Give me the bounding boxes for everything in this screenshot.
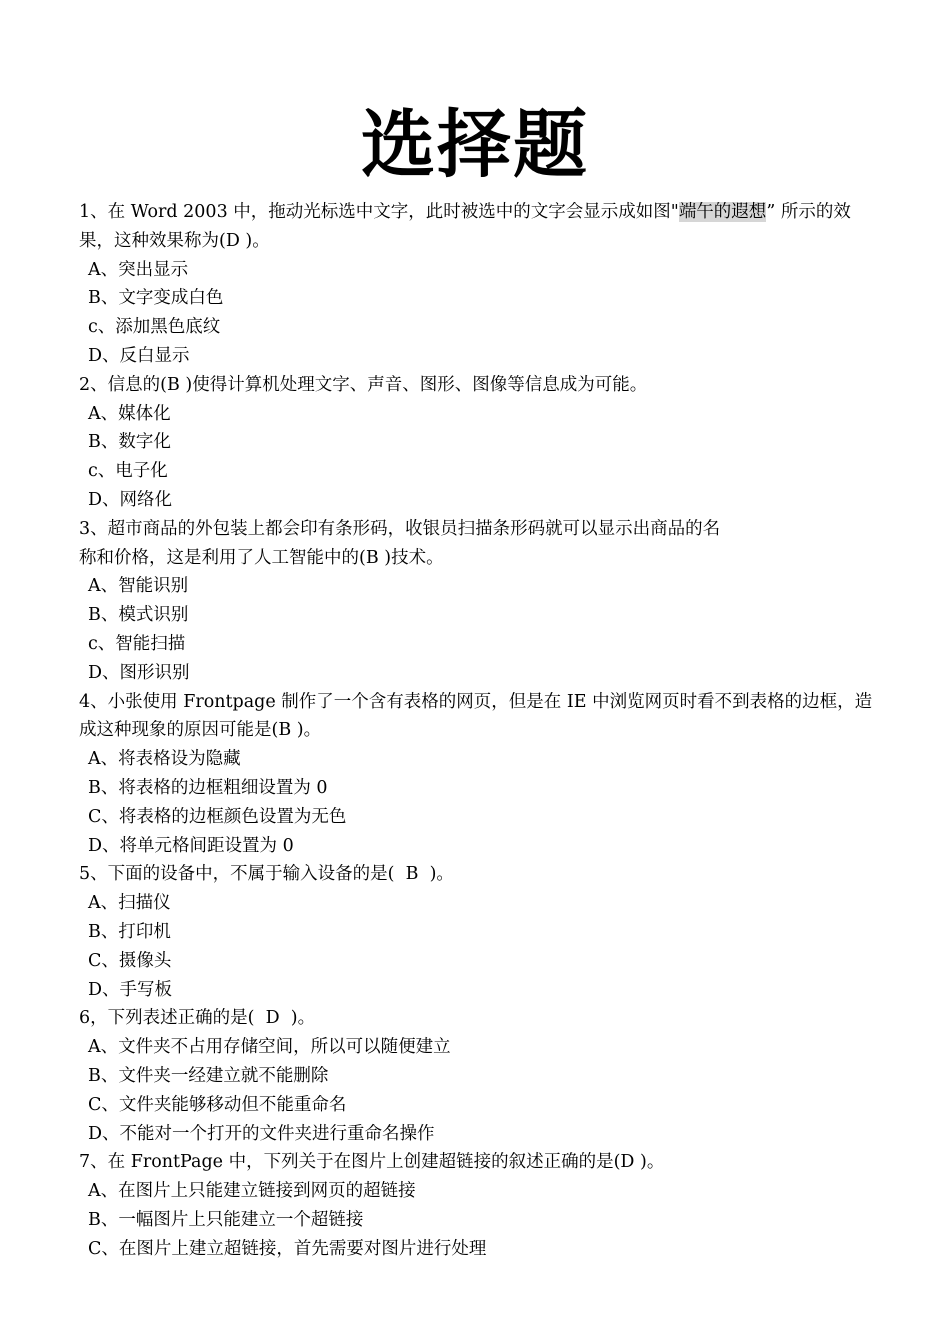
question-3	[79, 515, 874, 688]
question-5-option-b: B、打印机	[88, 921, 171, 942]
question-2-option-a: A、媒体化	[88, 403, 171, 424]
question-6-text: 6，下列表述正确的是( D )。	[79, 1008, 316, 1029]
question-3-option-a: A、智能识别	[88, 576, 189, 597]
question-1-text	[79, 198, 874, 256]
question-6	[79, 1004, 874, 1148]
question-3-option-b: B、模式识别	[88, 605, 189, 626]
question-5	[79, 860, 874, 1004]
question-5-option-a: A、扫描仪	[88, 893, 171, 914]
question-5-option-d: D、手写板	[88, 979, 173, 1000]
highlighted-sample-text: 端午的遐想	[678, 202, 767, 222]
question-7-option-a: A、在图片上只能建立链接到网页的超链接	[88, 1181, 416, 1202]
question-4-option-a: A、将表格设为隐藏	[88, 749, 241, 770]
question-2-text: 2、信息的(B )使得计算机处理文字、声音、图形、图像等信息成为可能。	[79, 374, 648, 395]
question-1-option-b: B、文字变成白色	[88, 288, 224, 309]
question-7-option-b: B、一幅图片上只能建立一个超链接	[88, 1209, 364, 1230]
question-4-text: 4、小张使用 Frontpage 制作了一个含有表格的网页，但是在 IE 中浏览网页时看不到表格的边框，造成这种现象的原因可能是(B )。	[79, 691, 873, 741]
question-3-line-1: 3、超市商品的外包装上都会印有条形码，收银员扫描条形码就可以显示出商品的名	[79, 518, 721, 539]
question-7-text: 7、在 FrontPage 中，下列关于在图片上创建超链接的叙述正确的是(D )。	[79, 1152, 665, 1173]
question-4-option-b: B、将表格的边框粗细设置为 0	[88, 777, 328, 798]
question-4	[79, 688, 874, 861]
question-3-line-2: 称和价格，这是利用了人工智能中的(B )技术。	[79, 547, 444, 568]
question-4-option-c: C、将表格的边框颜色设置为无色	[88, 806, 347, 827]
question-4-option-d: D、将单元格间距设置为 0	[88, 835, 294, 856]
question-2	[79, 371, 874, 515]
question-1	[79, 198, 874, 371]
question-3-text	[79, 515, 874, 573]
question-3-option-c: c、智能扫描	[88, 633, 186, 654]
question-1-option-d: D、反白显示	[88, 345, 190, 366]
question-6-option-c: C、文件夹能够移动但不能重命名	[88, 1094, 347, 1115]
question-2-option-d: D、网络化	[88, 489, 173, 510]
question-1-option-c: c、添加黑色底纹	[88, 317, 221, 338]
question-2-option-c: c、电子化	[88, 461, 168, 482]
question-6-option-a: A、文件夹不占用存储空间，所以可以随便建立	[88, 1037, 451, 1058]
question-1-text-before: 1、在 Word 2003 中，拖动光标选中文字，此时被选中的文字会显示成如图"	[79, 202, 679, 222]
question-1-option-a: A、突出显示	[88, 259, 189, 280]
question-3-option-d: D、图形识别	[88, 662, 190, 683]
page-title: 选择题	[361, 102, 589, 188]
question-5-option-c: C、摄像头	[88, 950, 172, 971]
question-6-option-d: D、不能对一个打开的文件夹进行重命名操作	[88, 1123, 435, 1144]
question-6-option-b: B、文件夹一经建立就不能删除	[88, 1065, 329, 1086]
question-1-text-after: ” 所示的效果，这种效果称为(D )。	[79, 202, 851, 251]
question-7	[79, 1148, 874, 1263]
question-2-option-b: B、数字化	[88, 432, 171, 453]
question-list	[79, 198, 874, 1263]
question-7-option-c: C、在图片上建立超链接，首先需要对图片进行处理	[88, 1238, 487, 1259]
question-5-text: 5、下面的设备中，不属于输入设备的是( B )。	[79, 864, 454, 885]
